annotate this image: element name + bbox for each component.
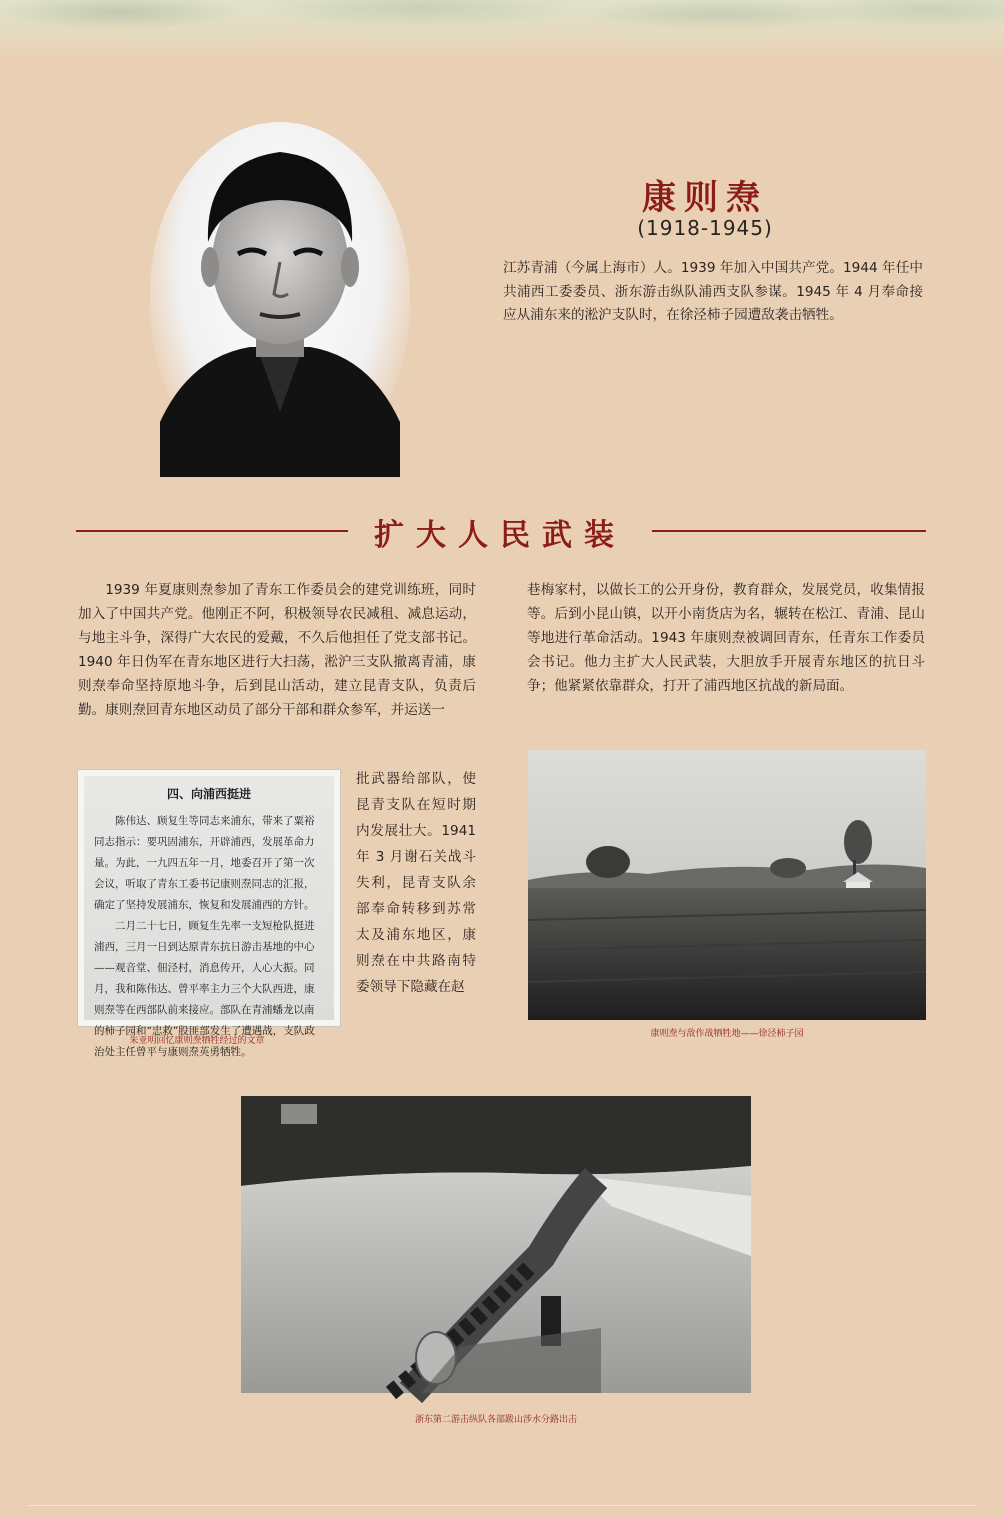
doc-heading: 四、向浦西挺进 — [166, 787, 251, 801]
person-bio: 江苏青浦（今属上海市）人。1939 年加入中国共产党。1944 年任中共浦西工委委员、浙东游击纵队浦西支队参谋。1945 年 4 月奉命接应从浦东来的淞沪支队时，在徐泾柿子园遭敌袭击牺牲。 — [503, 260, 923, 323]
article-left-column: 1939 年夏康则焘参加了青东工作委员会的建党训练班，同时加入了中国共产党。他刚正不阿，积极领导农民减租、减息运动，与地主斗争，深得广大农民的爱戴，不久后他担任了党支部书记。1940 年日伪军在青东地区进行大扫荡，淞沪三支队撤离青浦，康则焘奉命坚持原地斗争，后到昆山活动，建立昆青支队，负责后勤。康则焘回青东地区动员了部分干部和群众参军，并运送一 — [78, 582, 476, 719]
doc-paragraph-1: 陈伟达、顾复生等同志来浦东，带来了粟裕同志指示：要巩固浦东，开辟浦西，发展革命力量。为此，一九四五年一月，地委召开了第一次会议，听取了青东工委书记康则焘同志的汇报，确定了坚持发展浦东，恢复和发展浦西的方针。 — [94, 815, 315, 911]
section-rule-right — [652, 530, 926, 532]
bottom-rule — [28, 1505, 976, 1506]
article-right-column: 巷梅家村，以做长工的公开身份，教育群众，发展党员，收集情报等。后到小昆山镇，以开小南货店为名，辗转在松江、青浦、昆山等地进行革命活动。1943 年康则焘被调回青东，任青东工作委员会书记。他力主扩大人民武装，大胆放手开展青东地区的抗日斗争；他紧紧依靠群众，打开了浦西地区抗战的新局面。 — [527, 582, 925, 695]
caption-field: 康则焘与敌作战牺牲地——徐泾柿子园 — [650, 1029, 804, 1039]
section-rule-left — [76, 530, 348, 532]
caption-river: 浙东第二游击纵队各部跋山涉水分路出击 — [414, 1415, 577, 1425]
article-narrow-column: 批武器给部队，使昆青支队在短时期内发展壮大。1941 年 3 月谢石关战斗失利，昆青支队余部奉命转移到苏常太及浦东地区，康则焘在中共路南特委领导下隐藏在赵 — [356, 771, 476, 995]
river-crossing-photo — [241, 1096, 751, 1393]
caption-doc: 朱亚明回忆康则焘牺牲经过的文章 — [129, 1036, 265, 1046]
person-years: (1918-1945) — [637, 216, 773, 240]
decorative-top-band — [0, 0, 1004, 62]
person-name: 康则焘 — [642, 178, 768, 218]
section-title: 扩大人民武装 — [374, 518, 626, 553]
doc-paragraph-2: 二月二十七日，顾复生先率一支短枪队挺进浦西，三月一日到达原青东抗日游击基地的中心——观音堂、佃泾村，消息传开，人心大振。同月，我和陈伟达、曾平率主力三个大队西进，康则焘等在西部队前来接应。部队在青浦蟠龙以南的柿子园和“忠救”股匪部发生了遭遇战，支队政治处主任曾平与康则焘英勇牺牲。 — [94, 920, 315, 1058]
battlefield-photo — [528, 750, 926, 1020]
portrait-photo — [150, 122, 410, 477]
